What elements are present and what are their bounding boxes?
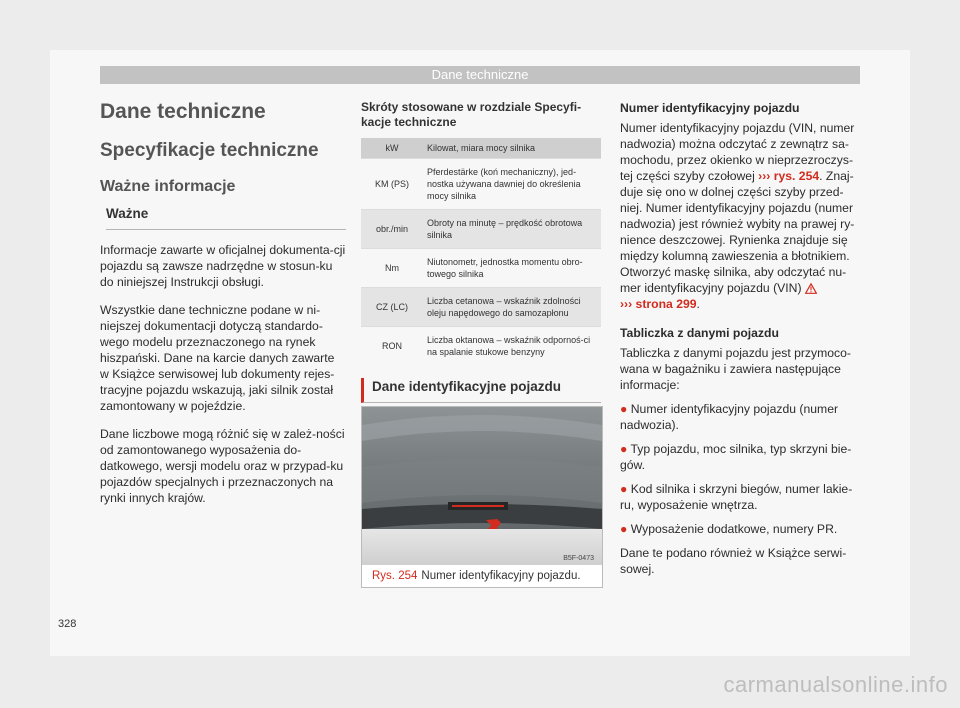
- section-title: Specyfikacje techniczne: [100, 140, 319, 161]
- table-heading: Skróty stosowane w rozdziale Specyfi-kacje techniczne: [361, 100, 582, 129]
- vin-text-2: . Znaj-duje się ono w dolnej części szyby przed-niej. Numer identyfikacyjny pojazdu (numer nadwozia) jest również wybity na prawej ry-nience deszczowej. Rynienka znajduje się między kolumną zawieszenia a błotnikiem. Otworzyć maskę silnika, aby odczytać nu-mer identyfikacyjny pojazdu (VIN): [620, 169, 855, 295]
- vin-text-1: Numer identyfikacyjny pojazdu (VIN, numer nadwozia) można odczytać z zewnątrz sa-mochodu, przez okienko w nieprzezroczys-tej części szyby czołowej: [620, 121, 855, 183]
- list-item: ● Kod silnika i skrzyni biegów, numer lakie-ru, wyposażenie wnętrza.: [620, 482, 853, 512]
- desc-cell: Liczba oktanowa – wskaźnik odpornoś-ci na spalanie stukowe benzyny: [423, 327, 601, 366]
- plate-paragraph: Tabliczka z danymi pojazdu jest przymoco-wana w bagażniku i zawiera następujące informacje:: [620, 346, 851, 392]
- page-reference-link[interactable]: ››› strona 299: [620, 297, 697, 311]
- list-item: ● Typ pojazdu, moc silnika, typ skrzyni bie-gów.: [620, 442, 852, 472]
- list-item: ● Numer identyfikacyjny pojazdu (numer nadwozia).: [620, 402, 839, 432]
- desc-cell: Niutonometr, jednostka momentu obro-towego silnika: [423, 249, 601, 288]
- table-header-row: [361, 138, 601, 159]
- table-row: [361, 327, 601, 366]
- figure-reference-link[interactable]: ››› rys. 254: [758, 169, 820, 183]
- subsection-title: Ważne informacje: [100, 178, 236, 195]
- header-abbr: kW: [361, 138, 423, 159]
- figure-vin: [361, 406, 603, 588]
- abbreviations-table: [361, 138, 601, 365]
- windshield-illustration: [362, 407, 602, 565]
- bullet-icon: ●: [620, 442, 631, 456]
- page-number: 328: [58, 618, 77, 630]
- figure-number: Rys. 254: [372, 570, 418, 582]
- vin-text-end: .: [696, 297, 700, 311]
- paragraph: Wszystkie dane techniczne podane w ni-niejszej dokumentacji dotyczą standardo-wego modelu przeznaczonego na rynek hiszpański. Dane na karcie danych zawarte w Książce serwisowej lub dokumenty rejes-tracyjne pojazdu wskazują, jaki silnik został zamontowany w pojeździe.: [100, 303, 335, 413]
- vin-heading: Numer identyfikacyjny pojazdu: [620, 101, 800, 115]
- vehicle-id-section: [361, 378, 601, 403]
- abbr-cell: Nm: [361, 249, 423, 288]
- watermark: carmanualsonline.info: [723, 672, 948, 697]
- warning-triangle-icon: [805, 283, 817, 294]
- desc-cell: Obroty na minutę – prędkość obrotowa silnika: [423, 210, 601, 249]
- closing-paragraph: Dane te podano również w Książce serwi-sowej.: [620, 546, 847, 576]
- abbr-cell: KM (PS): [361, 159, 423, 210]
- middle-column: [361, 100, 601, 365]
- plate-heading: Tabliczka z danymi pojazdu: [620, 326, 779, 340]
- running-header: Dane techniczne: [100, 66, 860, 84]
- table-row: [361, 159, 601, 210]
- topic-title: Ważne: [106, 206, 346, 230]
- desc-cell: Liczba cetanowa – wskaźnik zdolności oleju napędowego do samozapłonu: [423, 288, 601, 327]
- bullet-icon: ●: [620, 522, 631, 536]
- table-row: [361, 288, 601, 327]
- figure-code: B5F-0473: [563, 555, 594, 562]
- vehicle-id-section-title: Dane identyfikacyjne pojazdu: [361, 378, 601, 403]
- intro-text: [100, 242, 346, 506]
- abbr-cell: obr./min: [361, 210, 423, 249]
- header-desc: Kilowat, miara mocy silnika: [423, 138, 601, 159]
- bullet-icon: ●: [620, 402, 631, 416]
- list-item: ● Wyposażenie dodatkowe, numery PR.: [620, 522, 838, 536]
- paragraph: Dane liczbowe mogą różnić się w zależ-ności od zamontowanego wyposażenia do-datkowego, wersji modelu oraz w przypad-ku pojazdów specjalnych i przeznaczonych na rynki innych krajów.: [100, 427, 345, 505]
- left-column: [100, 100, 346, 506]
- paragraph: Informacje zawarte w oficjalnej dokumenta-cji pojazdu są zawsze nadrzędne w stosun-ku do niniejszej Instrukcji obsługi.: [100, 243, 346, 289]
- abbr-cell: CZ (LC): [361, 288, 423, 327]
- figure-caption-text: Numer identyfikacyjny pojazdu.: [421, 570, 581, 582]
- table-row: [361, 210, 601, 249]
- vin-plate-text: [452, 505, 504, 507]
- desc-cell: Pferdestärke (koń mechaniczny), jed-nostka używana dawniej do określenia mocy silnika: [423, 159, 601, 210]
- figure-caption: [362, 565, 602, 587]
- abbr-cell: RON: [361, 327, 423, 366]
- plate-info-list: [620, 401, 860, 537]
- right-column: [620, 100, 860, 577]
- chapter-title: Dane techniczne: [100, 100, 266, 123]
- table-row: [361, 249, 601, 288]
- bullet-icon: ●: [620, 482, 631, 496]
- vin-paragraph: [620, 120, 860, 312]
